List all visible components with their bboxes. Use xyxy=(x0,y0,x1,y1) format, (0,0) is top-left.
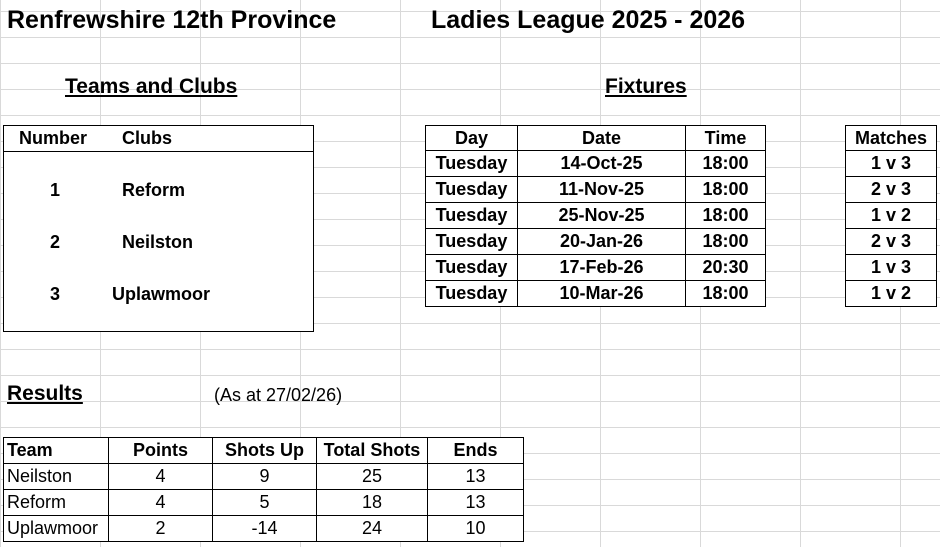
match-row xyxy=(846,177,937,203)
fixtures-header-row xyxy=(426,126,766,151)
result-team: Reform xyxy=(4,490,109,516)
match-pairing: 2 v 3 xyxy=(846,177,937,203)
match-row xyxy=(846,281,937,307)
results-row xyxy=(4,464,524,490)
matches-header-row xyxy=(846,126,937,151)
results-row xyxy=(4,490,524,516)
teams-heading: Teams and Clubs xyxy=(65,75,238,98)
fixture-row xyxy=(426,281,766,307)
page-title-right: Ladies League 2025 - 2026 xyxy=(431,6,746,34)
fixture-row xyxy=(426,151,766,177)
fixture-day: Tuesday xyxy=(426,229,518,255)
team-row xyxy=(4,230,313,256)
fixture-day: Tuesday xyxy=(426,203,518,229)
fixture-day: Tuesday xyxy=(426,151,518,177)
col-matches-header: Matches xyxy=(846,126,937,151)
teams-table xyxy=(3,125,314,332)
result-shots-up: 9 xyxy=(213,464,317,490)
match-row xyxy=(846,151,937,177)
teams-header-row xyxy=(4,126,313,152)
col-day-header: Day xyxy=(426,126,518,151)
fixture-date: 14-Oct-25 xyxy=(518,151,686,177)
fixture-day: Tuesday xyxy=(426,281,518,307)
results-table xyxy=(3,437,524,542)
results-heading: Results xyxy=(7,382,83,405)
team-row xyxy=(4,282,313,308)
col-points-header: Points xyxy=(109,438,213,464)
result-team: Uplawmoor xyxy=(4,516,109,542)
fixture-row xyxy=(426,177,766,203)
col-clubs-header: Clubs xyxy=(122,128,173,148)
results-as-at: (As at 27/02/26) xyxy=(214,385,343,405)
result-total-shots: 24 xyxy=(317,516,428,542)
team-club: Neilston xyxy=(122,232,194,252)
team-number: 3 xyxy=(50,284,61,304)
fixture-date: 25-Nov-25 xyxy=(518,203,686,229)
team-club: Reform xyxy=(122,180,186,200)
result-points: 4 xyxy=(109,464,213,490)
match-pairing: 1 v 3 xyxy=(846,255,937,281)
col-time-header: Time xyxy=(686,126,766,151)
col-team-header: Team xyxy=(4,438,109,464)
match-row xyxy=(846,229,937,255)
match-row xyxy=(846,203,937,229)
match-pairing: 2 v 3 xyxy=(846,229,937,255)
result-ends: 13 xyxy=(428,490,524,516)
team-number: 1 xyxy=(50,180,61,200)
fixture-date: 17-Feb-26 xyxy=(518,255,686,281)
result-total-shots: 25 xyxy=(317,464,428,490)
results-header-row xyxy=(4,438,524,464)
team-club: Uplawmoor xyxy=(112,284,211,304)
matches-table xyxy=(845,125,937,307)
fixture-row xyxy=(426,229,766,255)
results-row xyxy=(4,516,524,542)
fixture-time: 18:00 xyxy=(686,203,766,229)
fixture-time: 18:00 xyxy=(686,177,766,203)
col-total-shots-header: Total Shots xyxy=(317,438,428,464)
result-total-shots: 18 xyxy=(317,490,428,516)
fixture-time: 20:30 xyxy=(686,255,766,281)
result-ends: 13 xyxy=(428,464,524,490)
fixture-date: 11-Nov-25 xyxy=(518,177,686,203)
col-shots-up-header: Shots Up xyxy=(213,438,317,464)
result-shots-up: 5 xyxy=(213,490,317,516)
fixture-time: 18:00 xyxy=(686,151,766,177)
col-date-header: Date xyxy=(518,126,686,151)
team-number: 2 xyxy=(50,232,61,252)
match-pairing: 1 v 3 xyxy=(846,151,937,177)
fixture-row xyxy=(426,255,766,281)
result-ends: 10 xyxy=(428,516,524,542)
col-number-header: Number xyxy=(19,128,88,148)
col-ends-header: Ends xyxy=(428,438,524,464)
result-team: Neilston xyxy=(4,464,109,490)
fixture-date: 10-Mar-26 xyxy=(518,281,686,307)
fixture-time: 18:00 xyxy=(686,229,766,255)
result-points: 2 xyxy=(109,516,213,542)
match-pairing: 1 v 2 xyxy=(846,281,937,307)
fixture-day: Tuesday xyxy=(426,255,518,281)
fixtures-heading: Fixtures xyxy=(605,75,687,98)
fixture-day: Tuesday xyxy=(426,177,518,203)
page-title-left: Renfrewshire 12th Province xyxy=(7,6,337,34)
team-row xyxy=(4,178,313,204)
fixture-date: 20-Jan-26 xyxy=(518,229,686,255)
match-pairing: 1 v 2 xyxy=(846,203,937,229)
match-row xyxy=(846,255,937,281)
fixture-time: 18:00 xyxy=(686,281,766,307)
result-shots-up: -14 xyxy=(213,516,317,542)
fixture-row xyxy=(426,203,766,229)
fixtures-table xyxy=(425,125,766,307)
result-points: 4 xyxy=(109,490,213,516)
